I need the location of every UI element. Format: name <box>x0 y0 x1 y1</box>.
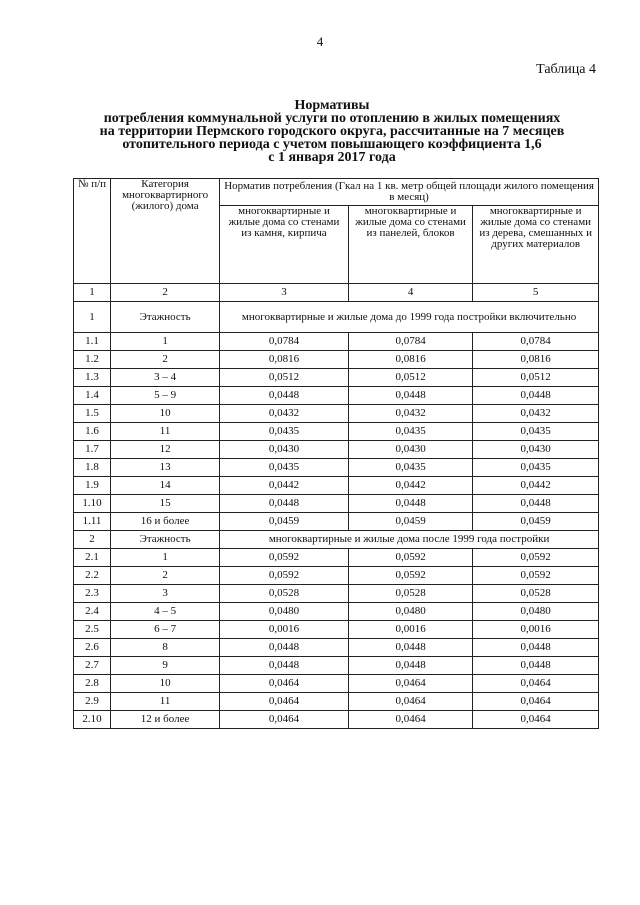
table-row <box>74 675 599 693</box>
wood-value: 0,0448 <box>473 495 599 513</box>
table-row <box>74 567 599 585</box>
table-row <box>74 603 599 621</box>
stone-value: 0,0442 <box>220 477 349 495</box>
stone-value: 0,0459 <box>220 513 349 531</box>
wood-value: 0,0430 <box>473 441 599 459</box>
wood-value: 0,0448 <box>473 387 599 405</box>
stone-value: 0,0016 <box>220 621 349 639</box>
panel-value: 0,0448 <box>348 387 473 405</box>
row-number: 1.5 <box>74 405 111 423</box>
floors-cell: 12 и более <box>111 711 220 729</box>
table-row <box>74 495 599 513</box>
wood-value: 0,0592 <box>473 567 599 585</box>
panel-value: 0,0432 <box>348 405 473 423</box>
wood-value: 0,0432 <box>473 405 599 423</box>
panel-value: 0,0430 <box>348 441 473 459</box>
wood-value: 0,0442 <box>473 477 599 495</box>
row-number: 1.3 <box>74 369 111 387</box>
table-row <box>74 657 599 675</box>
floors-cell: 15 <box>111 495 220 513</box>
panel-value: 0,0464 <box>348 693 473 711</box>
header-category: Категория многоквартирного (жилого) дома <box>111 179 220 284</box>
row-number: 1.8 <box>74 459 111 477</box>
floors-cell: 13 <box>111 459 220 477</box>
header-norm: Норматив потребления (Гкал на 1 кв. метр общей площади жилого помещения в месяц) <box>220 179 599 206</box>
row-number: 2.8 <box>74 675 111 693</box>
row-number: 1.10 <box>74 495 111 513</box>
norms-table <box>73 178 599 729</box>
panel-value: 0,0435 <box>348 423 473 441</box>
stone-value: 0,0448 <box>220 639 349 657</box>
table-row <box>74 639 599 657</box>
stone-value: 0,0816 <box>220 351 349 369</box>
panel-value: 0,0592 <box>348 567 473 585</box>
column-number: 4 <box>348 284 473 302</box>
panel-value: 0,0016 <box>348 621 473 639</box>
section-category: Этажность <box>111 531 220 549</box>
row-number: 2.1 <box>74 549 111 567</box>
table-header-row <box>74 179 599 206</box>
section-number: 2 <box>74 531 111 549</box>
row-number: 1.7 <box>74 441 111 459</box>
wood-value: 0,0448 <box>473 657 599 675</box>
wood-value: 0,0016 <box>473 621 599 639</box>
floors-cell: 1 <box>111 549 220 567</box>
row-number: 1.1 <box>74 333 111 351</box>
table-row <box>74 423 599 441</box>
floors-cell: 11 <box>111 423 220 441</box>
row-number: 2.9 <box>74 693 111 711</box>
title-line: потребления коммунальной услуги по отоплению в жилых помещениях <box>103 111 561 126</box>
stone-value: 0,0448 <box>220 495 349 513</box>
table-row <box>74 387 599 405</box>
stone-value: 0,0464 <box>220 675 349 693</box>
row-number: 2.6 <box>74 639 111 657</box>
stone-value: 0,0430 <box>220 441 349 459</box>
panel-value: 0,0442 <box>348 477 473 495</box>
column-number: 2 <box>111 284 220 302</box>
floors-cell: 2 <box>111 567 220 585</box>
table-row <box>74 351 599 369</box>
document-title <box>70 99 594 164</box>
row-number: 2.10 <box>74 711 111 729</box>
floors-cell: 11 <box>111 693 220 711</box>
wood-value: 0,0459 <box>473 513 599 531</box>
section-description: многоквартирные и жилые дома после 1999 года постройки <box>220 531 599 549</box>
column-number-row <box>74 284 599 302</box>
wood-value: 0,0464 <box>473 675 599 693</box>
header-num: № п/п <box>74 179 111 284</box>
wood-value: 0,0512 <box>473 369 599 387</box>
wood-value: 0,0448 <box>473 639 599 657</box>
wood-value: 0,0480 <box>473 603 599 621</box>
panel-value: 0,0816 <box>348 351 473 369</box>
wood-value: 0,0464 <box>473 693 599 711</box>
stone-value: 0,0448 <box>220 387 349 405</box>
column-number: 1 <box>74 284 111 302</box>
stone-value: 0,0784 <box>220 333 349 351</box>
wood-value: 0,0784 <box>473 333 599 351</box>
floors-cell: 3 <box>111 585 220 603</box>
panel-value: 0,0435 <box>348 459 473 477</box>
table-row <box>74 549 599 567</box>
wood-value: 0,0816 <box>473 351 599 369</box>
title-line: с 1 января 2017 года <box>268 150 396 165</box>
row-number: 2.2 <box>74 567 111 585</box>
floors-cell: 9 <box>111 657 220 675</box>
wood-value: 0,0592 <box>473 549 599 567</box>
section-category: Этажность <box>111 302 220 333</box>
panel-value: 0,0448 <box>348 657 473 675</box>
stone-value: 0,0512 <box>220 369 349 387</box>
wood-value: 0,0464 <box>473 711 599 729</box>
table-row <box>74 405 599 423</box>
floors-cell: 14 <box>111 477 220 495</box>
column-number: 5 <box>473 284 599 302</box>
row-number: 1.9 <box>74 477 111 495</box>
table-row <box>74 369 599 387</box>
floors-cell: 10 <box>111 405 220 423</box>
floors-cell: 10 <box>111 675 220 693</box>
table-label: Таблица 4 <box>536 62 596 77</box>
stone-value: 0,0435 <box>220 423 349 441</box>
table-row <box>74 459 599 477</box>
floors-cell: 6 – 7 <box>111 621 220 639</box>
panel-value: 0,0459 <box>348 513 473 531</box>
title-line: на территории Пермского городского округа, рассчитанные на 7 месяцев <box>99 124 565 139</box>
floors-cell: 3 – 4 <box>111 369 220 387</box>
floors-cell: 8 <box>111 639 220 657</box>
header-stone: многоквартирные и жилые дома со стенами из камня, кирпича <box>220 206 349 284</box>
stone-value: 0,0432 <box>220 405 349 423</box>
section-header-row <box>74 302 599 333</box>
row-number: 1.6 <box>74 423 111 441</box>
wood-value: 0,0528 <box>473 585 599 603</box>
floors-cell: 1 <box>111 333 220 351</box>
table-row <box>74 585 599 603</box>
panel-value: 0,0480 <box>348 603 473 621</box>
wood-value: 0,0435 <box>473 423 599 441</box>
floors-cell: 2 <box>111 351 220 369</box>
floors-cell: 12 <box>111 441 220 459</box>
table-row <box>74 621 599 639</box>
stone-value: 0,0435 <box>220 459 349 477</box>
stone-value: 0,0464 <box>220 711 349 729</box>
panel-value: 0,0784 <box>348 333 473 351</box>
stone-value: 0,0592 <box>220 549 349 567</box>
section-header-row <box>74 531 599 549</box>
table-row <box>74 513 599 531</box>
row-number: 2.3 <box>74 585 111 603</box>
page-number: 4 <box>316 34 324 49</box>
floors-cell: 16 и более <box>111 513 220 531</box>
stone-value: 0,0528 <box>220 585 349 603</box>
panel-value: 0,0512 <box>348 369 473 387</box>
panel-value: 0,0528 <box>348 585 473 603</box>
section-description: многоквартирные и жилые дома до 1999 года постройки включительно <box>220 302 599 333</box>
stone-value: 0,0464 <box>220 693 349 711</box>
floors-cell: 5 – 9 <box>111 387 220 405</box>
table-row <box>74 711 599 729</box>
header-panel: многоквартирные и жилые дома со стенами из панелей, блоков <box>348 206 473 284</box>
stone-value: 0,0448 <box>220 657 349 675</box>
title-line: Нормативы <box>294 98 370 113</box>
row-number: 2.4 <box>74 603 111 621</box>
table-row <box>74 441 599 459</box>
panel-value: 0,0448 <box>348 639 473 657</box>
row-number: 2.5 <box>74 621 111 639</box>
panel-value: 0,0592 <box>348 549 473 567</box>
title-line: отопительного периода с учетом повышающего коэффициента 1,6 <box>122 137 542 152</box>
table-row <box>74 477 599 495</box>
stone-value: 0,0480 <box>220 603 349 621</box>
table-row <box>74 333 599 351</box>
table-row <box>74 693 599 711</box>
section-number: 1 <box>74 302 111 333</box>
wood-value: 0,0435 <box>473 459 599 477</box>
panel-value: 0,0448 <box>348 495 473 513</box>
panel-value: 0,0464 <box>348 675 473 693</box>
floors-cell: 4 – 5 <box>111 603 220 621</box>
column-number: 3 <box>220 284 349 302</box>
stone-value: 0,0592 <box>220 567 349 585</box>
panel-value: 0,0464 <box>348 711 473 729</box>
row-number: 1.2 <box>74 351 111 369</box>
row-number: 1.4 <box>74 387 111 405</box>
row-number: 1.11 <box>74 513 111 531</box>
row-number: 2.7 <box>74 657 111 675</box>
header-wood: многоквартирные и жилые дома со стенами из дерева, смешанных и других материалов <box>473 206 599 284</box>
